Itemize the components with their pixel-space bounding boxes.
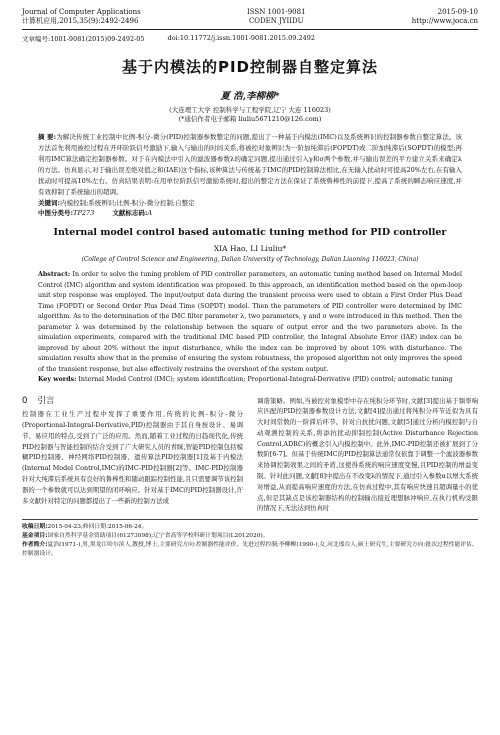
received-label: 收稿日期: — [22, 524, 48, 531]
journal-url[interactable]: http://www.joca.cn — [411, 17, 478, 25]
received-text: 2015-04-23;修回日期:2015-06-24。 — [47, 524, 148, 531]
section-number: 0 — [22, 395, 28, 406]
bio-text: 夏浩(1971-),男,黑龙江哈尔滨人,教授,博士,主要研究方向:控制器性能评价、先进过程控制;李柳柳(1990-),女,河北邢台人,硕士研究生,主要研究方向:批次过程性能评估、控制器设计。 — [22, 542, 478, 558]
coden: CODEN JYIIDU — [248, 17, 304, 25]
fund-label: 基金项目: — [22, 533, 48, 540]
body-columns — [22, 396, 478, 515]
section-title: 引言 — [37, 395, 55, 406]
keywords-cn-text: 内模控制;系统辨识;比例-积分-微分控制;自整定 — [60, 199, 195, 207]
body-text-right: 调谐策略。例如,当被控对象模型中存在纯积分环节时,文献[3]提出基于频率响应匹配的PID控制器参数设计方法,文献[4]提出通过将纯积分环节近似为具有大时间常数的一阶滞后环节。针对自抗扰问题,文献[5]通过分析内模控制与自动观测控制的关系,将添抗扰动抑制控制(Active Disturbance Rejection Control,ADRC)的概念引入内模控制中。此外,IMC-PID控制还被扩展到了分数阶[6-7]。但基于传统IMC的PID控制算法通常仅依靠于调整一个滤波器参数来协调控制效果之间的矛盾,这使得系统的响应速度变慢,且PID控制的增益变限。针对此问题,文献[8]中提出在不改变λ的情况下,通过引入参数α以增大系统对增益,从而提高响应速度的方法,在仿真过程中,其有响应快速且超调量小的优点,但是其缺点是该控制器结构的控制输出接近理想脉冲响应,在执行机构受限的情况下,无法达到仿真时 — [257, 396, 478, 513]
authors-cn: 夏 浩,李柳柳* — [220, 91, 280, 102]
clc-label: 中图分类号: — [38, 209, 74, 217]
issn: ISSN 1001-9081 — [246, 8, 306, 16]
abstract-cn — [38, 132, 462, 198]
journal-name-en: Journal of Computer Applications — [22, 8, 141, 16]
footnote — [22, 519, 478, 559]
keywords-cn — [38, 198, 462, 208]
article-number: 文章编号:1001-9081(2015)09-2492-05 — [22, 35, 145, 43]
abstract-cn-label: 摘 要: — [38, 133, 57, 141]
section-heading — [22, 396, 243, 407]
doc-code-label: 文献标志码: — [112, 209, 148, 217]
abstract-en-text: In order to solve the tuning problem of PID controller parameters, an automatic tuning method based on Internal Model Control (IMC) algorithm and system identification was proposed. In this approach, an identification method based on the open-loop unit step response was employed. The input/output data during the transient process were used to obtain a First Order Plus Dead Time (FOPDT) or Second Order Plus Dead Time (SOPDT) model. Then the parameters of PID controller were determined by IMC algorithm. As to the determination of the IMC filter parameter λ, two parameters, γ and σ were introduced in this method. Then the parameter λ was determined by the relationship between the square of output error and the two parameters above. In the simulation experiments, compared with the traditional IMC based PID controller, the Integral Absolute Error (IAE) index can be improved by about 20% without the input disturbance, while the index can be improved by about 10% with disturbance. The simulation results show that in the premise of ensuring the system robustness, the proposed algorithm not only improves the speed of the transient response, but also effectively restrains the overshoot of the system output. — [38, 271, 462, 373]
corresponding-email: (*通信作者电子邮箱 liuliu5671210@126.com) — [178, 115, 322, 123]
affiliation-en: (College of Control Science and Engineering, Dalian University of Technology, Dalian Liaoning 116023, China) — [81, 256, 419, 263]
footnote-bio — [22, 541, 478, 559]
affiliation-cn-line: (大连理工大学 控制科学与工程学院,辽宁 大连 116023) — [169, 106, 331, 114]
body-right-column — [257, 396, 478, 515]
keywords-en — [38, 375, 462, 386]
keywords-cn-label: 关键词: — [38, 199, 61, 207]
doi[interactable]: doi:10.11772/j.issn.1001-9081.2015.09.2492 — [167, 34, 316, 42]
body-text-left: 控制器在工业生产过程中发挥了重要作用,传统的比例-积分-微分(Proportional-Integral-Derivative,PID)控制器由于其自身按设计、易调节、易应用的特点,受到了广泛的应用。然而,随着工业过程的日趋现代化,传统PID控制器与智能控制的结合受到了广大研究人员的青睐,智能PID控制包括模糊PID控制器、神经网络PID控制器、遗传算法PID控制器[1]及基于内模法(Internal Model Control,IMC)的IMC-PID控制器[2]等。IMC-PID控制器针对大纯滞后系统具有良好的鲁棒性和随动跟踪控制性能,且只需要调节该控制器的一个参数就可以达到期望的闭环响应。针对基于IMC的PID控制器设计,许多文献针对特定的问题都提出了一些新的控制方法或 — [22, 410, 243, 505]
journal-header — [22, 8, 478, 26]
bio-label: 作者简介: — [22, 542, 48, 549]
footnote-fund — [22, 532, 478, 541]
journal-citation-cn: 计算机应用,2015,35(9):2492-2496 — [22, 17, 139, 25]
title-en: Internal model control based automatic tuning method for PID controller — [53, 227, 447, 238]
keywords-en-text: Internal Model Control (IMC); system identification; Proportional-Integral-Derivative (PID) control; automatic tuning — [78, 376, 453, 383]
keywords-en-label: Key words: — [38, 376, 77, 383]
abstract-en — [38, 270, 462, 375]
affiliation-cn — [22, 106, 478, 124]
title-cn: 基于内模法的PID控制器自整定算法 — [121, 58, 379, 76]
header-rule — [22, 29, 478, 30]
publish-date: 2015-09-10 — [437, 8, 478, 16]
abstract-cn-text: 为解决传统工业控制中比例-积分-微分(PID)控制器参数整定的问题,提出了一种基于内模法(IMC)以及系统辨识的控制器参数自整定算法。该方法首先利用被控过程在开环阶跃信号激励下,输入与输出的时间关系,将被控对象辨识为一阶加纯滞后(FOPDT)或二阶加纯滞后(SOPDT)的模型;再利用IMC算法确定控制器参数。对于在内模法中引入的滤波器参数λ的确定问题,提出通过引入γ和σ两个参数,并与输出误差的平方建立关系来确定λ的方法。仿真显示,对于输出误差绝对值之和(IAE)这个指标,该种算法与传统基于IMC的PID控制算法相比,在无输入扰动时可提高20%左右,在有输入扰动时可提高10%左右。仿真结果表明:在用单位阶跃信号激励系统时,提出的整定方法在保证了系统鲁棒性的前提下,提高了系统的瞬态响应速度,并有效抑制了系统输出的超调。 — [38, 133, 462, 196]
fund-text: 国家自然科学基金资助项目(61273098);辽宁省高等学校科研计划项目(L2012020)。 — [47, 533, 269, 540]
footnote-received — [22, 523, 478, 532]
abstract-en-label: Abstract: — [38, 271, 71, 278]
article-meta — [22, 34, 478, 43]
classification-cn — [38, 208, 462, 218]
clc-code: TP273 — [73, 209, 95, 217]
doc-code: A — [147, 209, 153, 217]
authors-en: XIA Hao, LI Liuliu* — [213, 244, 287, 253]
body-left-column — [22, 396, 243, 515]
